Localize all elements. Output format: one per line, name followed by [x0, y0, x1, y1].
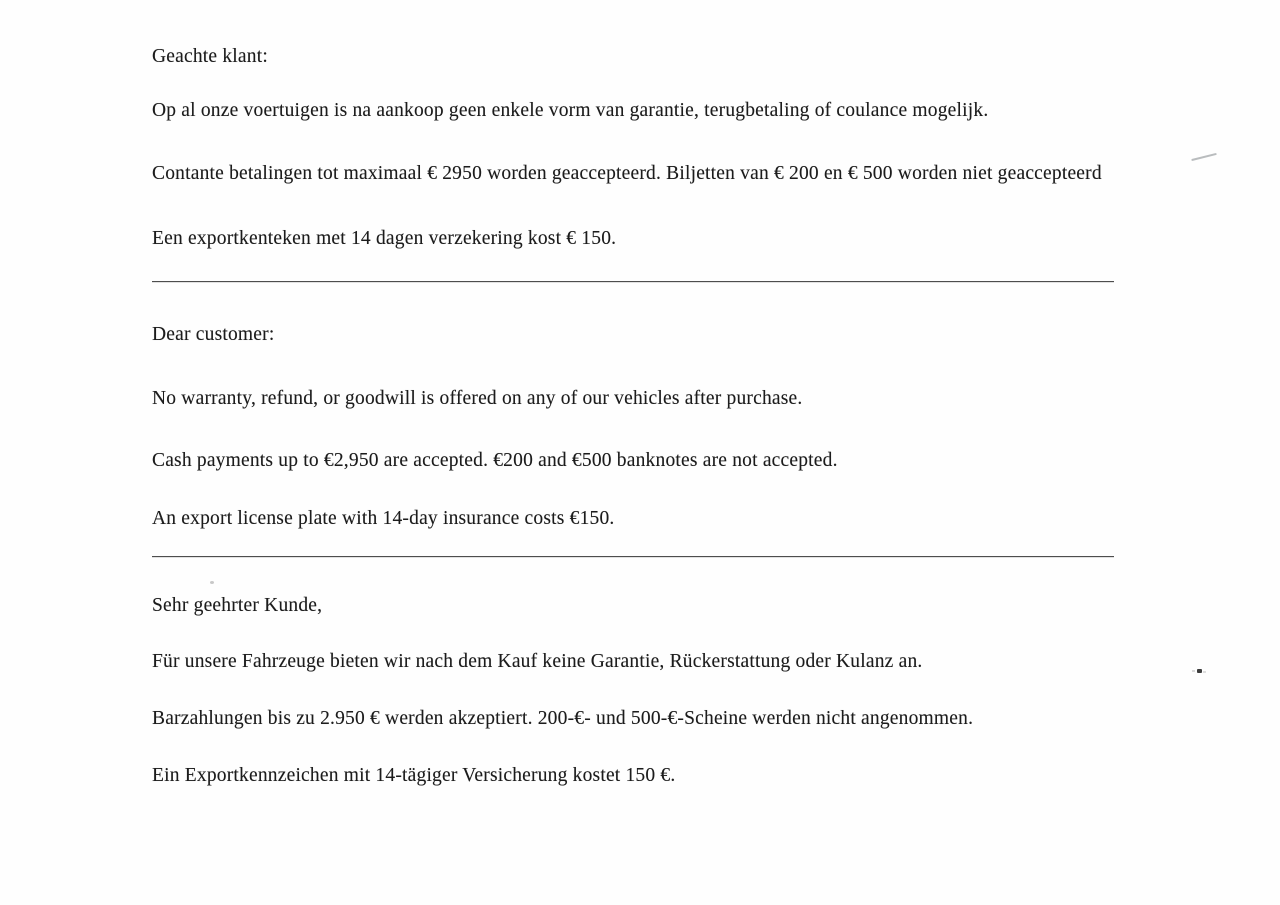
paragraph-german-cash: Barzahlungen bis zu 2.950 € werden akzeptiert. 200-€- und 500-€-Scheine werden nicht angenommen.: [152, 708, 974, 729]
paragraph-english-cash: Cash payments up to €2,950 are accepted. €200 and €500 banknotes are not accepted.: [152, 450, 838, 471]
section-english: [152, 322, 1182, 532]
document-content: [152, 44, 1182, 789]
section-dutch: [152, 44, 1182, 252]
paragraph-dutch-warranty: Op al onze voertuigen is na aankoop geen enkele vorm van garantie, terugbetaling of coulance mogelijk.: [152, 100, 989, 121]
section-divider: [152, 556, 1114, 557]
paragraph-german-export-plate: Ein Exportkennzeichen mit 14-tägiger Versicherung kostet 150 €.: [152, 765, 676, 786]
paragraph-english-warranty: No warranty, refund, or goodwill is offered on any of our vehicles after purchase.: [152, 388, 803, 409]
paragraph-english-export-plate: An export license plate with 14-day insurance costs €150.: [152, 508, 615, 529]
greeting-german: Sehr geehrter Kunde,: [152, 595, 323, 616]
section-german: [152, 593, 1182, 789]
scan-artifact-speck: [1197, 669, 1202, 673]
paragraph-german-warranty: Für unsere Fahrzeuge bieten wir nach dem Kauf keine Garantie, Rückerstattung oder Kulanz an.: [152, 651, 923, 672]
paragraph-dutch-export-plate: Een exportkenteken met 14 dagen verzekering kost € 150.: [152, 228, 617, 249]
paragraph-dutch-cash: Contante betalingen tot maximaal € 2950 worden geaccepteerd. Biljetten van € 200 en € 500 worden niet geaccepteerd: [152, 163, 1102, 184]
greeting-dutch: Geachte klant:: [152, 46, 268, 67]
scan-artifact-pen-mark: [1191, 153, 1217, 161]
section-divider: [152, 281, 1114, 282]
greeting-english: Dear customer:: [152, 324, 275, 345]
